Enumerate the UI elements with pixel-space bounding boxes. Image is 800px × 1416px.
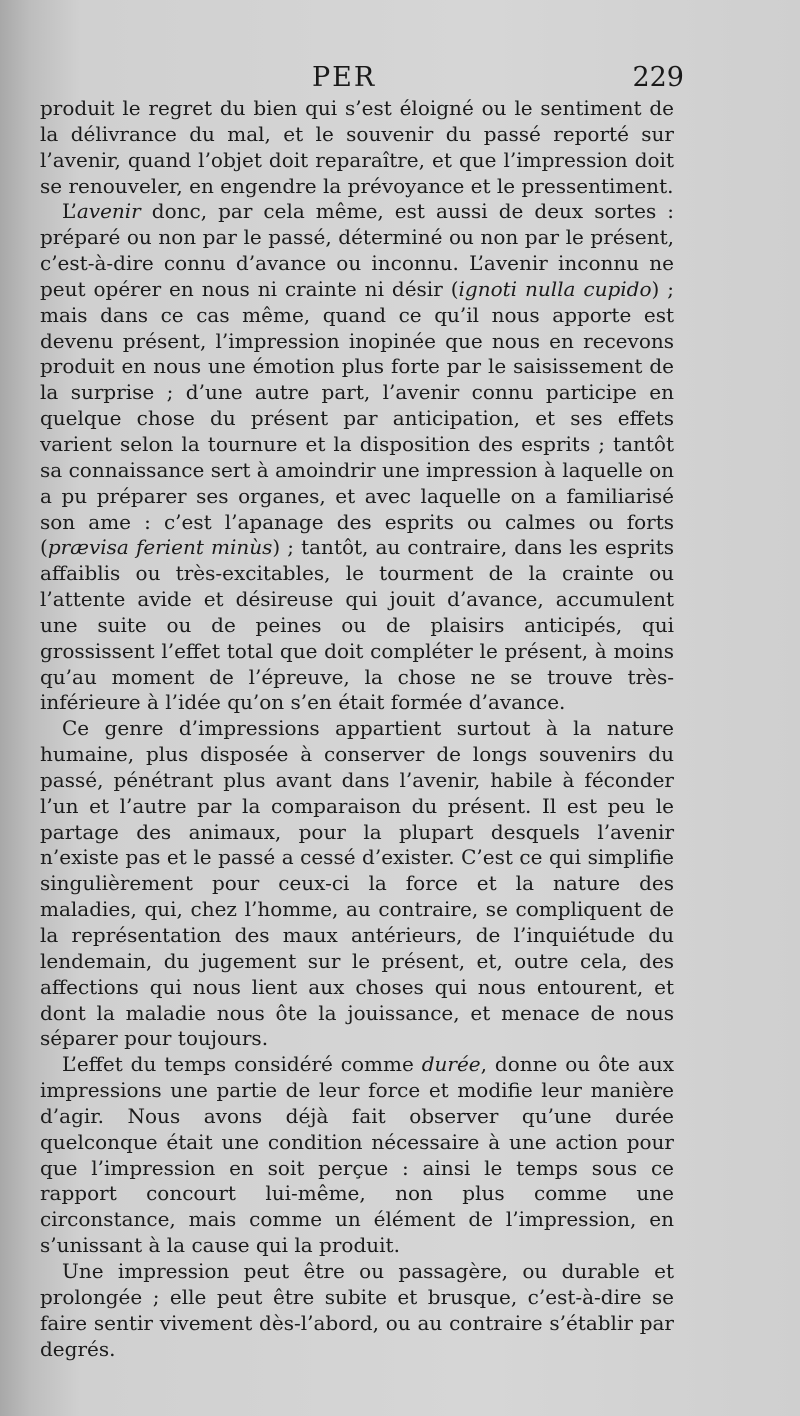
paragraph: L’avenir donc, par cela même, est aussi de deux sortes : préparé ou non par le passé, déterminé ou non par le présent, c’est-à-dire connu d’avance ou inconnu. L’avenir inconnu ne peut opérer en nous ni crainte ni désir (ignoti nulla cupido) ; mais dans ce cas même, quand ce qu’il nous apporte est devenu présent, l’impression inopinée que nous en recevons produit en nous une émotion plus forte par le saisissement de la surprise ; d’une autre part, l’avenir connu participe en quelque chose du présent par anticipation, et ses effets varient selon la tournure et la disposition des esprits ; tantôt sa connaissance sert à amoindrir une impression à laquelle on a pu préparer ses organes, et avec laquelle on a familiarisé son ame : c’est l’apanage des esprits ou calmes ou forts (prævisa ferient minùs) ; tantôt, au contraire, dans les esprits affaiblis ou très-excitables, le tourment de la crainte ou l’attente avide et désireuse qui jouit d’avance, accumulent une suite ou de peines ou de plaisirs anticipés, qui grossissent l’effet total que doit compléter le présent, à moins qu’au moment de l’épreuve, la chose ne se trouve très-inférieure à l’idée qu’on s’en était formée d’avance. — [40, 199, 675, 715]
page-number: 229 — [632, 62, 684, 93]
paragraph: L’effet du temps considéré comme durée, donne ou ôte aux impressions une partie de leur force et modifie leur manière d’agir. Nous avons déjà fait observer qu’une durée quelconque était une condition nécessaire à une action pour que l’impression en soit perçue : ainsi le temps sous ce rapport concourt lui-même, non plus comme une circonstance, mais comme un élément de l’impression, en s’unissant à la cause qui la produit. — [40, 1052, 674, 1258]
page-header — [40, 62, 684, 96]
paragraph: produit le regret du bien qui s’est éloigné ou le sentiment de la délivrance du mal, et le souvenir du passé reporté sur l’avenir, quand l’objet doit reparaître, et que l’impression doit se renouveler, en engendre la prévoyance et le pressentiment. — [40, 96, 674, 198]
running-head: PER — [312, 62, 377, 93]
paragraph: Une impression peut être ou passagère, ou durable et prolongée ; elle peut être subite et brusque, c’est-à-dire se faire sentir vivement dès-l’abord, ou au contraire s’établir par degrés. — [40, 1258, 674, 1361]
body-text — [40, 96, 674, 1362]
paragraph: Ce genre d’impressions appartient surtout à la nature humaine, plus disposée à conserver de longs souvenirs du passé, pénétrant plus avant dans l’avenir, habile à féconder l’un et l’autre par la comparaison du présent. Il est peu le partage des animaux, pour la plupart desquels l’avenir n’existe pas et le passé a cessé d’exister. C’est ce qui simplifie singulièrement pour ceux-ci la force et la nature des maladies, qui, chez l’homme, au contraire, se compliquent de la représentation des maux antérieurs, de l’inquiétude du lendemain, du jugement sur le présent, et, outre cela, des affections qui nous lient aux choses qui nous entourent, et dont la maladie nous ôte la jouissance, et menace de nous séparer pour toujours. — [40, 716, 674, 1051]
